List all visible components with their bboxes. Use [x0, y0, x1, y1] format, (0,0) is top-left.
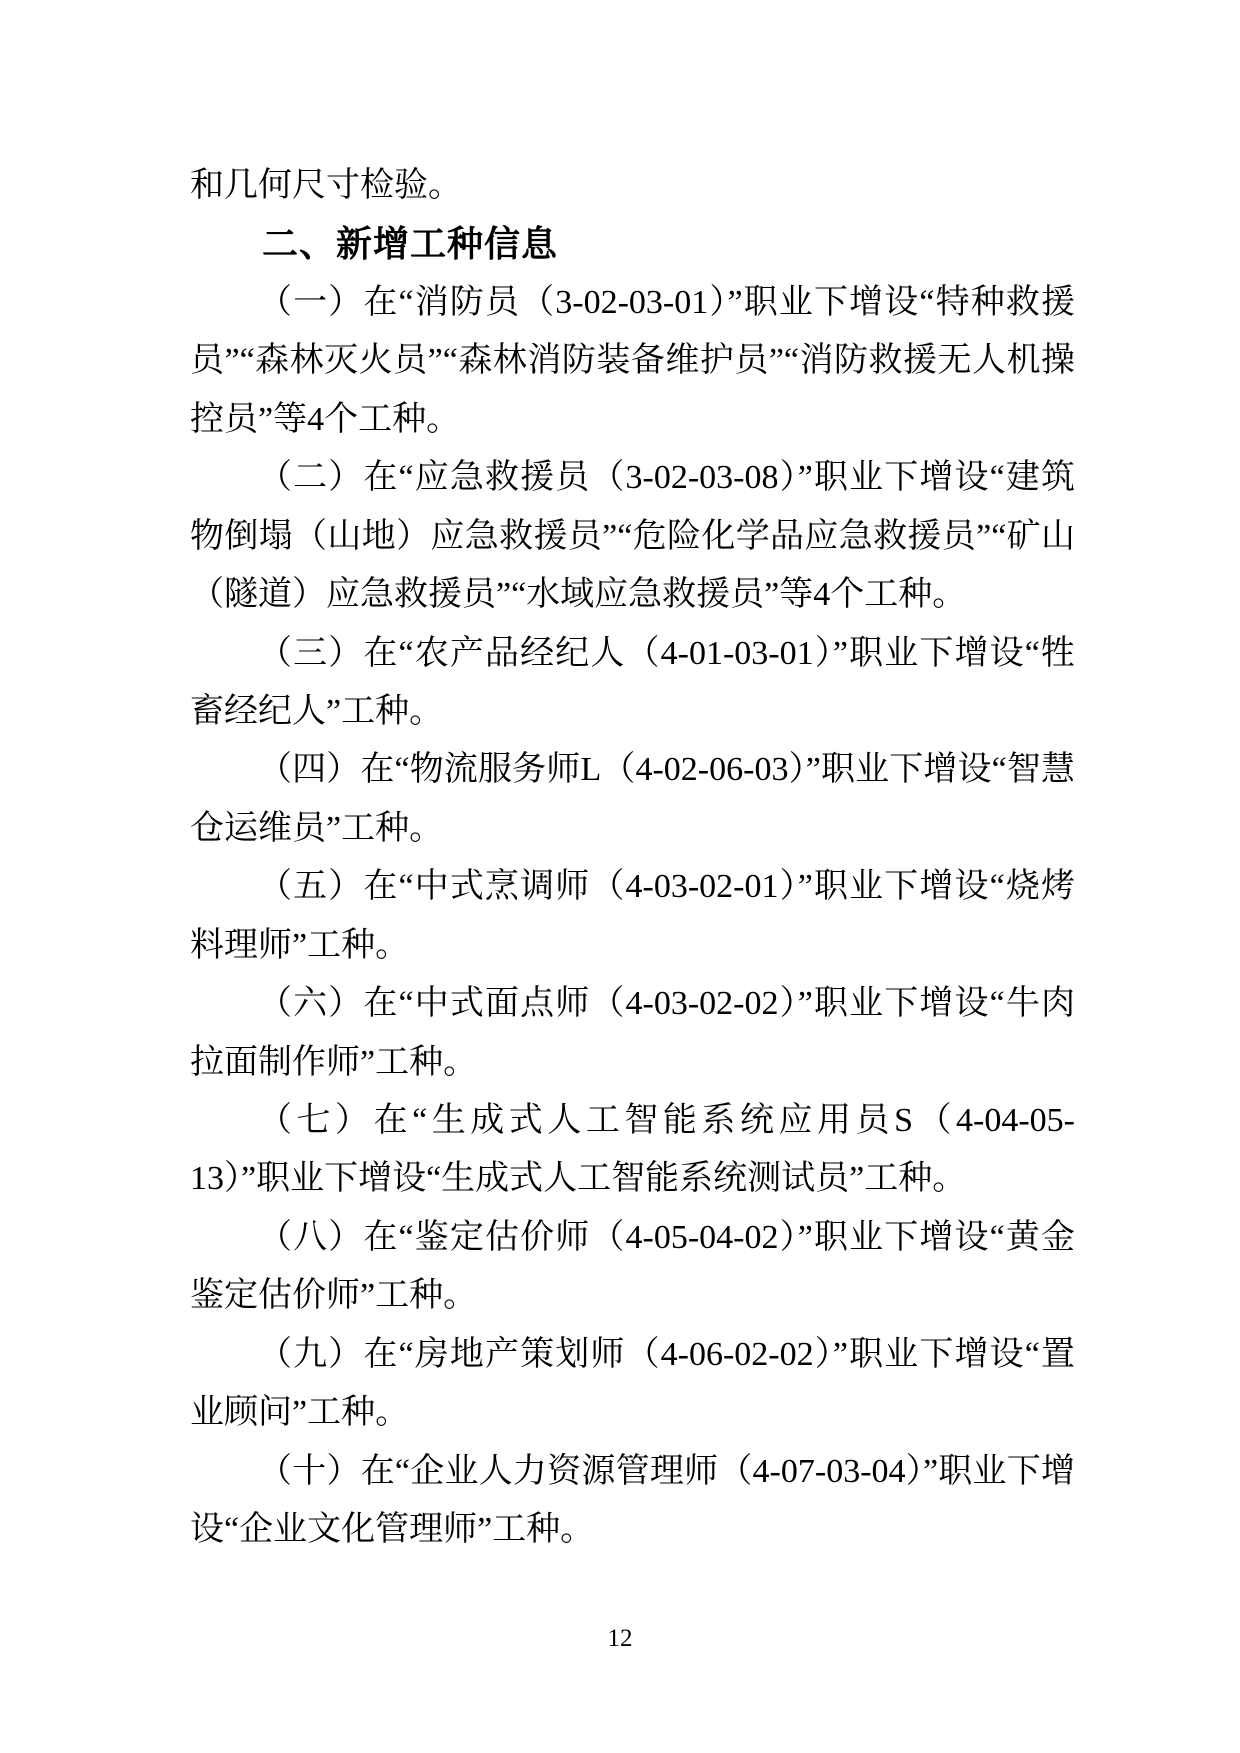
paragraph-trailing: 和几何尺寸检验。	[190, 167, 462, 204]
paragraph-item-6: （六）在“中式面点师（4-03-02-02）”职业下增设“牛肉拉面制作师”工种。	[190, 985, 1075, 1081]
paragraph-item-1: （一）在“消防员（3-02-03-01）”职业下增设“特种救援员”“森林灭火员”“森林消防装备维护员”“消防救援无人机操控员”等4个工种。	[190, 283, 1075, 438]
paragraph-item-8: （八）在“鉴定估价师（4-05-04-02）”职业下增设“黄金鉴定估价师”工种。	[190, 1218, 1075, 1315]
section-heading: 二、新增工种信息	[262, 223, 559, 265]
document-body	[190, 157, 1075, 1560]
paragraph-item-7: （七）在“生成式人工智能系统应用员S（4-04-05-13）”职业下增设“生成式人工智能系统测试员”工种。	[190, 1102, 1075, 1198]
paragraph-item-5: （五）在“中式烹调师（4-03-02-01）”职业下增设“烧烤料理师”工种。	[190, 868, 1075, 964]
paragraph-item-10: （十）在“企业人力资源管理师（4-07-03-04）”职业下增设“企业文化管理师”工种。	[190, 1452, 1075, 1549]
items-container	[190, 274, 1075, 1560]
page-number: 12	[607, 1625, 633, 1652]
paragraph-item-2: （二）在“应急救援员（3-02-03-08）”职业下增设“建筑物倒塌（山地）应急救援员”“危险化学品应急救援员”“矿山（隧道）应急救援员”“水域应急救援员”等4个工种。	[190, 459, 1075, 614]
paragraph-item-3: （三）在“农产品经纪人（4-01-03-01）”职业下增设“牲畜经纪人”工种。	[190, 634, 1075, 730]
paragraph-item-9: （九）在“房地产策划师（4-06-02-02）”职业下增设“置业顾问”工种。	[190, 1335, 1075, 1432]
paragraph-item-4: （四）在“物流服务师L（4-02-06-03）”职业下增设“智慧仓运维员”工种。	[190, 751, 1075, 847]
